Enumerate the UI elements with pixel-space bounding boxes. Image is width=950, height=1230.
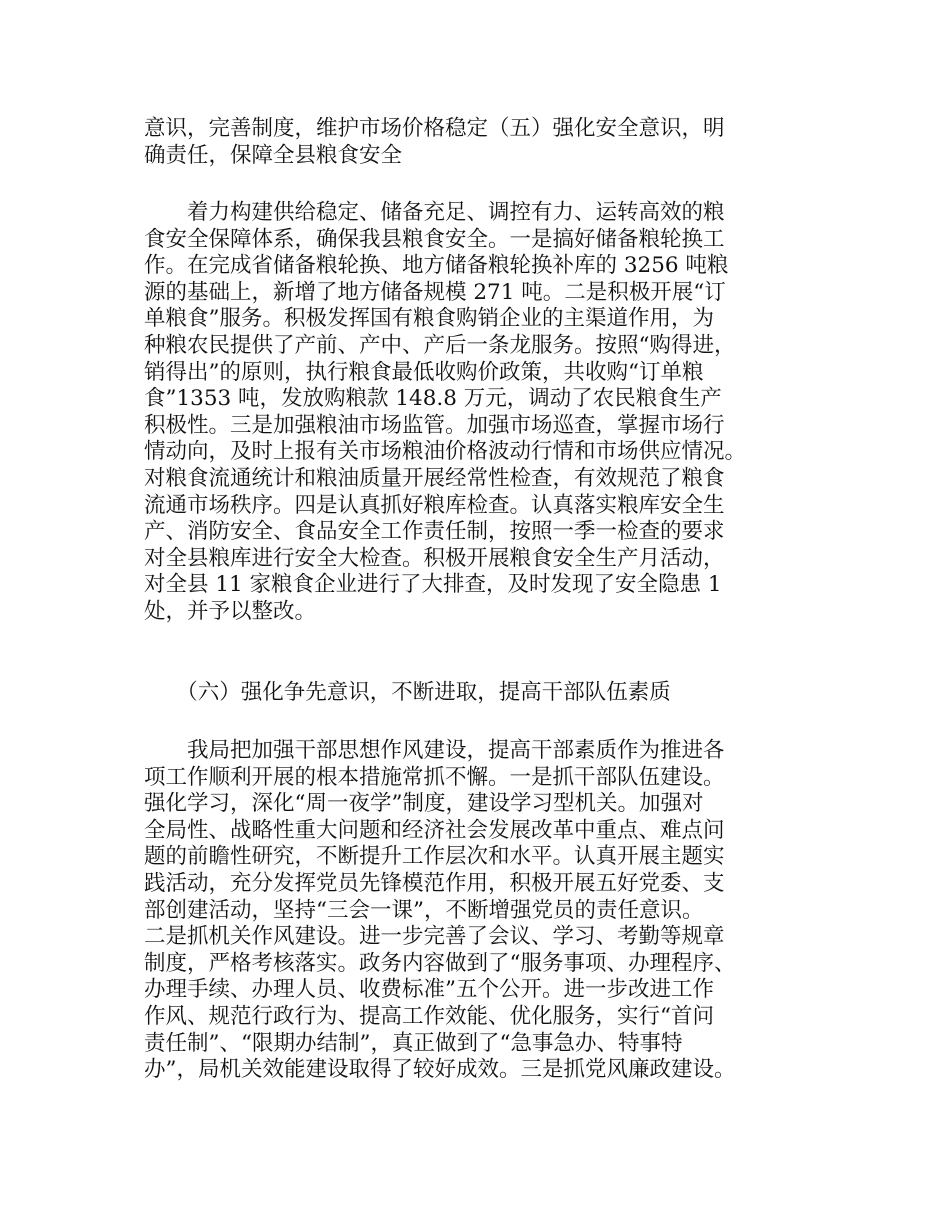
text-line: 责任制”、“限期办结制”，真正做到了“急事急办、特事特 [144,1030,683,1056]
text-line: 处，并予以整改。 [144,598,317,624]
text-line: 情动向，及时上报有关市场粮油价格波动行情和市场供应情况。 [144,439,747,465]
section-heading [144,680,844,707]
text-line: 单粮食”服务。积极发挥国有粮食购销企业的主渠道作用，为 [144,306,714,332]
text-line: 办理手续、办理人员、收费标准”五个公开。进一步改进工作 [144,977,714,1003]
text-line: 制度，严格考核落实。政务内容做到了“服务事项、办理程序、 [144,950,736,976]
text-line: 对全县粮库进行安全大检查。积极开展粮食安全生产月活动， [144,545,725,571]
text-line: 二是抓机关作风建设。进一步完善了会议、学习、考勤等规章 [144,924,725,950]
text-line: 食安全保障体系，确保我县粮食安全。一是搞好储备粮轮换工 [144,226,725,252]
text-line: 流通市场秩序。四是认真抓好粮库检查。认真落实粮库安全生 [144,492,725,518]
text-line: 销得出”的原则，执行粮食最低收购价政策，共收购“订单粮 [144,359,704,385]
text-line: 积极性。三是加强粮油市场监管。加强市场巡查，掌握市场行 [144,412,725,438]
paragraph-grain-security [144,200,844,626]
text-line: 项工作顺利开展的根本措施常抓不懈。一是抓干部队伍建设。 [144,764,725,790]
text-line: 意识，完善制度，维护市场价格稳定（五）强化安全意识，明 [144,116,725,141]
text-line: 产、消防安全、食品安全工作责任制，按照一季一检查的要求 [144,519,725,545]
text-line: 确责任，保障全县粮食安全 [144,142,403,168]
paragraph-cadre-building [144,738,844,1084]
text-line: 作风、规范行政行为、提高工作效能、优化服务，实行“首问 [144,1003,714,1029]
text-line: 着力构建供给稳定、储备充足、调控有力、运转高效的粮 [144,200,725,225]
text-line: 全局性、战略性重大问题和经济社会发展改革中重点、难点问 [144,817,725,843]
text-line: 办”，局机关效能建设取得了较好成效。三是抓党风廉政建设。 [144,1057,736,1083]
text-line: 部创建活动，坚持“三会一课”，不断增强党员的责任意识。 [144,897,704,923]
text-line: 对全县 11 家粮食企业进行了大排查，及时发现了安全隐患 1 [144,572,722,598]
text-line: 对粮食流通统计和粮油质量开展经常性检查，有效规范了粮食 [144,465,725,491]
text-line: 我局把加强干部思想作风建设，提高干部素质作为推进各 [144,738,725,763]
paragraph-continuation [144,116,844,169]
text-line: 源的基础上，新增了地方储备规模 271 吨。二是积极开展“订 [144,279,726,305]
text-line: 践活动，充分发挥党员先锋模范作用，积极开展五好党委、支 [144,870,725,896]
text-line: 种粮农民提供了产前、产中、产后一条龙服务。按照“购得进， [144,332,736,358]
text-line: 食”1353 吨，发放购粮款 148.8 万元，调动了农民粮食生产 [144,386,722,412]
text-line: 题的前瞻性研究，不断提升工作层次和水平。认真开展主题实 [144,844,725,870]
text-line: 强化学习，深化“周一夜学”制度，建设学习型机关。加强对 [144,791,704,817]
text-line: 作。在完成省储备粮轮换、地方储备粮轮换补库的 3256 吨粮 [144,253,729,279]
heading-line: （六）强化争先意识，不断进取，提高干部队伍素质 [144,680,671,705]
